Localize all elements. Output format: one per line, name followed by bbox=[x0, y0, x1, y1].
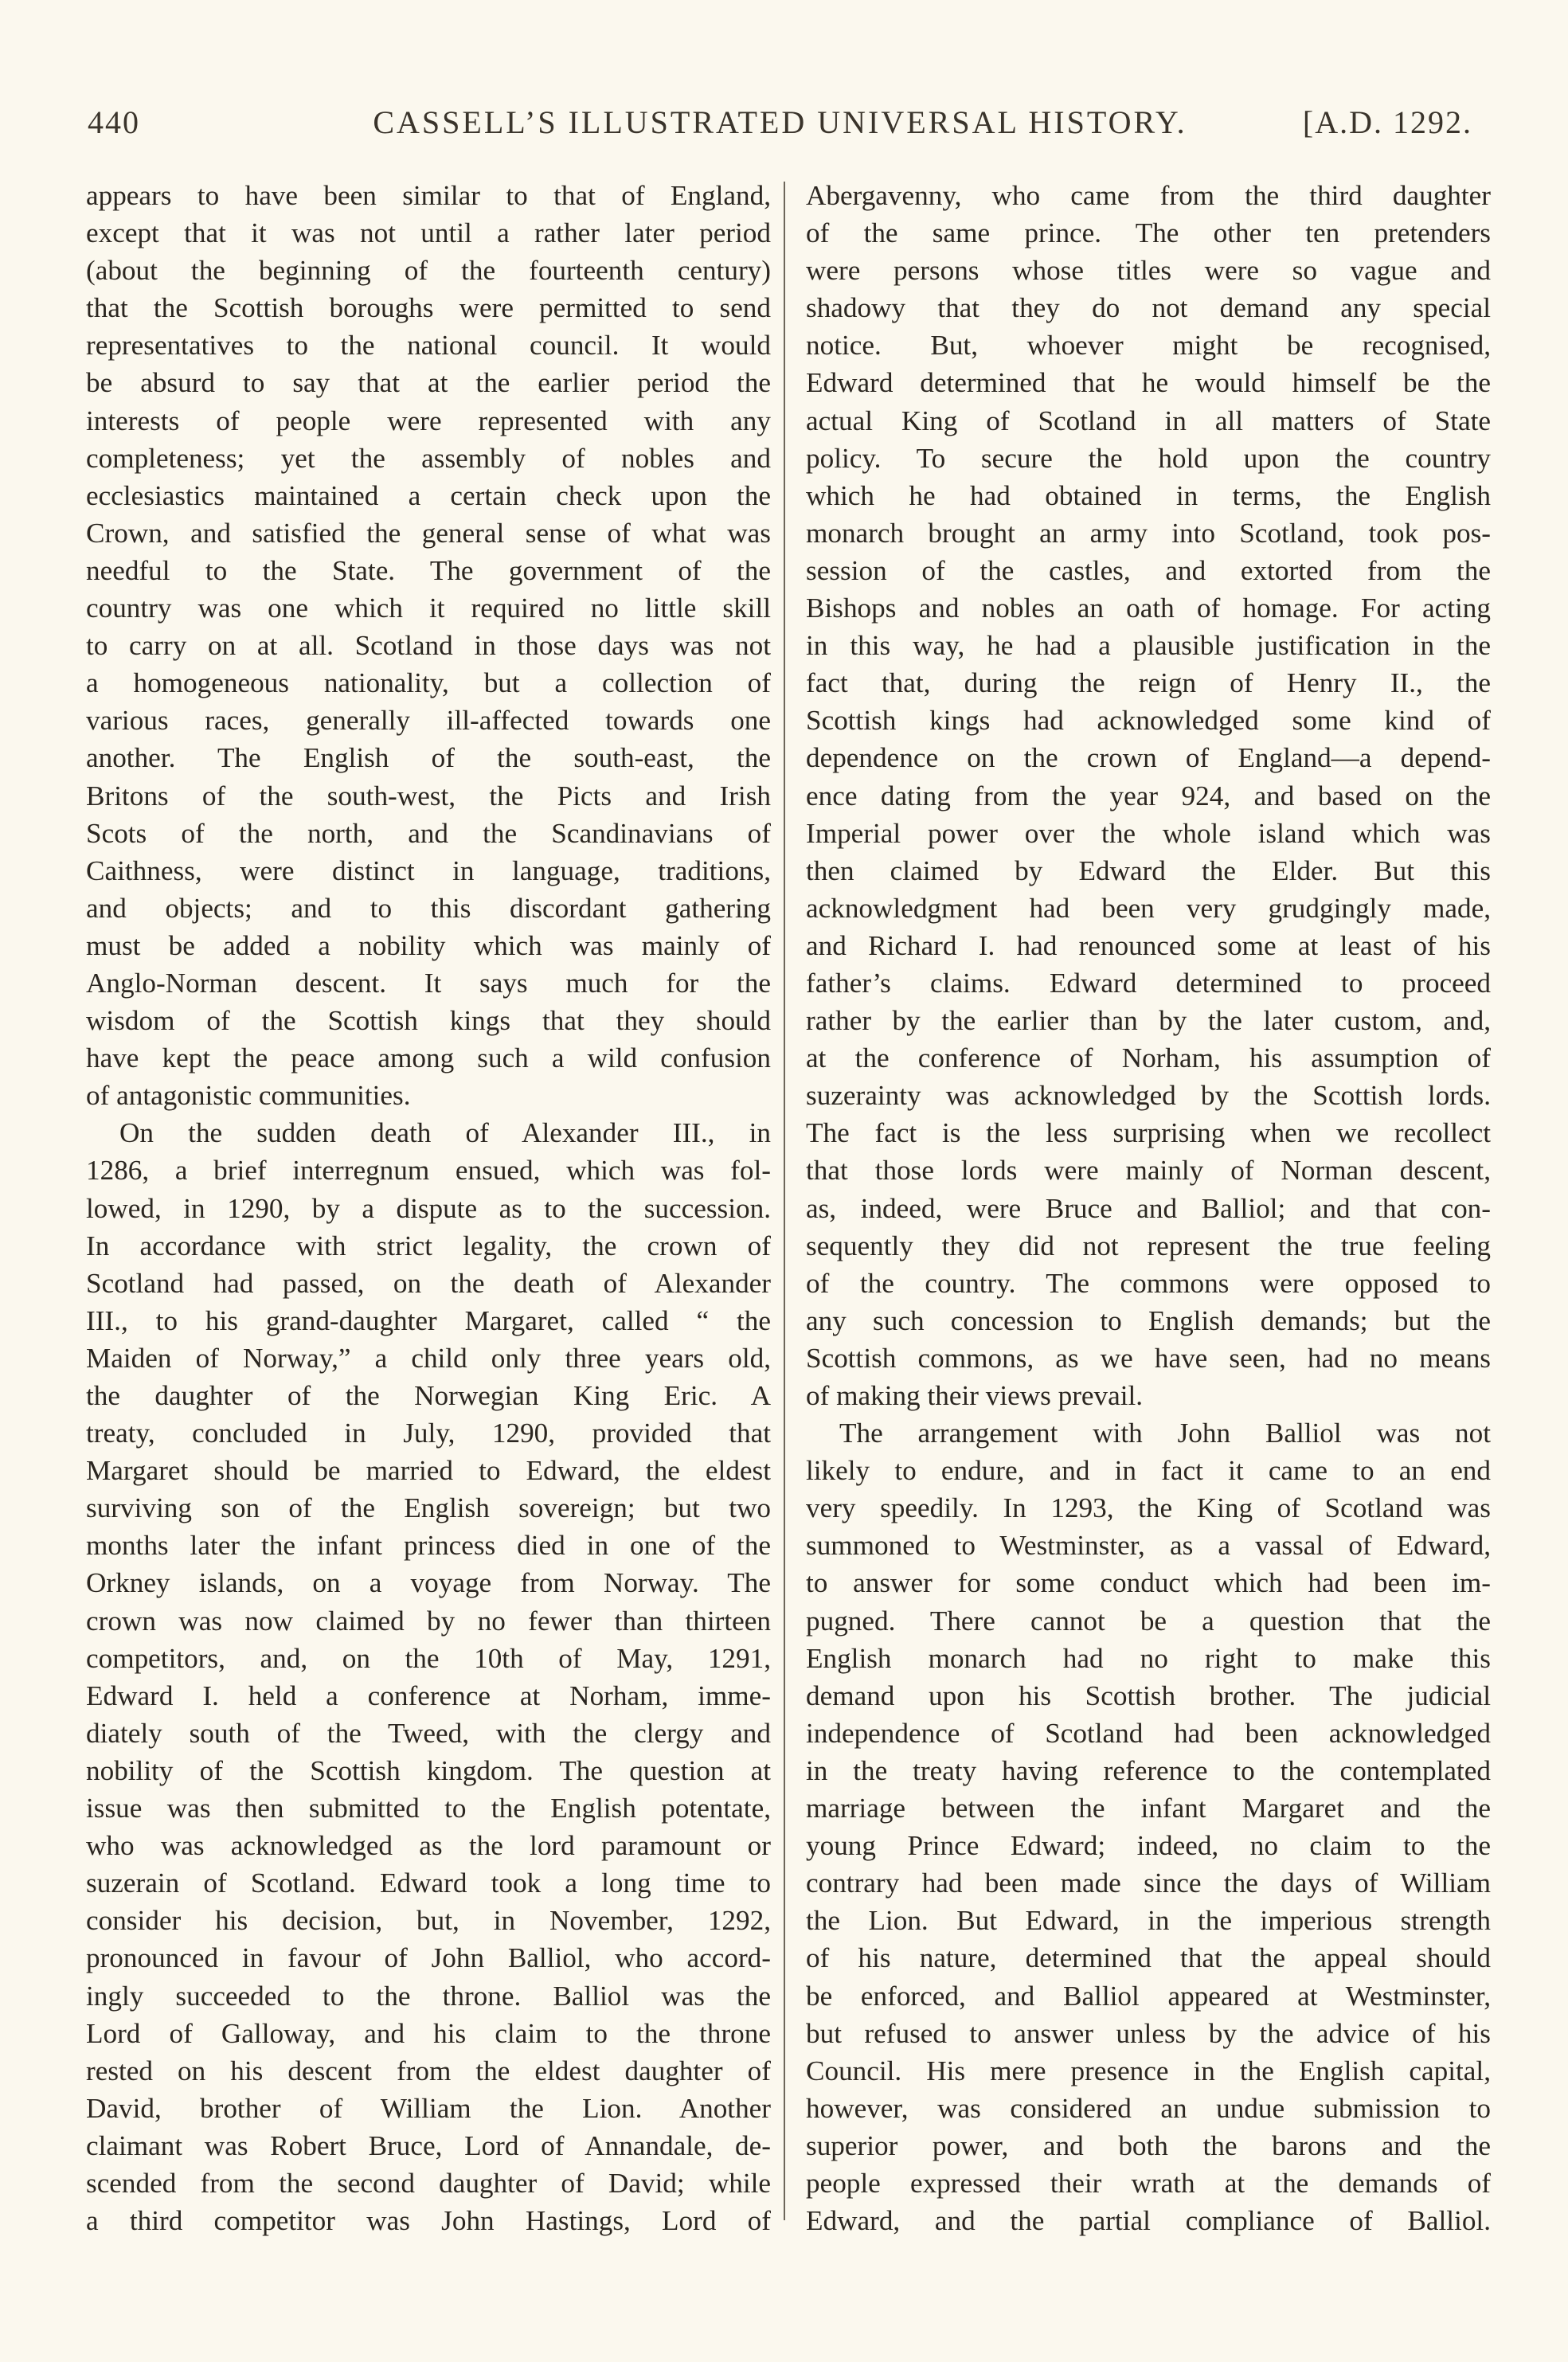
text-line: completeness; yet the assembly of nobles and bbox=[86, 442, 771, 474]
text-line: ingly succeeded to the throne. Balliol was the bbox=[86, 1980, 771, 2012]
text-line: a third competitor was John Hastings, Lord of bbox=[86, 2205, 771, 2237]
text-line: pugned. There cannot be a question that the bbox=[806, 1605, 1491, 1637]
text-line: to carry on at all. Scotland in those days was not bbox=[86, 630, 771, 662]
text-line: superior power, and both the barons and the bbox=[806, 2129, 1491, 2161]
text-line: representatives to the national council. It would bbox=[86, 330, 771, 362]
text-line: that those lords were mainly of Norman descent, bbox=[806, 1155, 1491, 1187]
text-line: that the Scottish boroughs were permitted to send bbox=[86, 292, 771, 324]
text-line: surviving son of the English sovereign; but two bbox=[86, 1492, 771, 1524]
text-line: Maiden of Norway,” a child only three years old, bbox=[86, 1342, 771, 1374]
text-line: Caithness, were distinct in language, traditions, bbox=[86, 854, 771, 886]
text-line: but refused to answer unless by the advice of his bbox=[806, 2017, 1491, 2049]
text-line: The arrangement with John Balliol was not bbox=[839, 1418, 1491, 1449]
text-line: 1286, a brief interregnum ensued, which was fol- bbox=[86, 1155, 771, 1187]
text-line: as, indeed, were Bruce and Balliol; and that con- bbox=[806, 1192, 1491, 1224]
text-line: Britons of the south-west, the Picts and Irish bbox=[86, 780, 771, 811]
text-line: (about the beginning of the fourteenth century) bbox=[86, 255, 771, 287]
text-line: months later the infant princess died in one of the bbox=[86, 1530, 771, 1562]
text-line: sequently they did not represent the true feeling bbox=[806, 1230, 1491, 1261]
text-line: actual King of Scotland in all matters of State bbox=[806, 405, 1491, 436]
text-line: policy. To secure the hold upon the country bbox=[806, 442, 1491, 474]
running-date: [A.D. 1292. bbox=[1302, 104, 1472, 140]
text-line: session of the castles, and extorted from the bbox=[806, 554, 1491, 586]
text-line: rather by the earlier than by the later custom, and, bbox=[806, 1005, 1491, 1037]
text-line: very speedily. In 1293, the King of Scotland was bbox=[806, 1492, 1491, 1524]
text-line: treaty, concluded in July, 1290, provided that bbox=[86, 1418, 771, 1449]
text-line: Scottish kings had acknowledged some kind of bbox=[806, 705, 1491, 737]
text-line: of antagonistic communities. bbox=[86, 1080, 411, 1112]
text-line: Abergavenny, who came from the third daughter bbox=[806, 180, 1491, 211]
text-line: be absurd to say that at the earlier period the bbox=[86, 367, 771, 399]
text-line: demand upon his Scottish brother. The judicial bbox=[806, 1680, 1491, 1711]
text-line: Scotland had passed, on the death of Alexander bbox=[86, 1267, 771, 1299]
text-line: then claimed by Edward the Elder. But this bbox=[806, 854, 1491, 886]
text-line: independence of Scotland had been acknowledged bbox=[806, 1717, 1491, 1749]
text-line: contrary had been made since the days of William bbox=[806, 1867, 1491, 1899]
text-line: and objects; and to this discordant gathering bbox=[86, 892, 771, 924]
text-line: rested on his descent from the eldest daughter of bbox=[86, 2055, 771, 2086]
text-line: the Lion. But Edward, in the imperious strength bbox=[806, 1905, 1491, 1937]
text-line: have kept the peace among such a wild confusion bbox=[86, 1042, 771, 1074]
text-line: be enforced, and Balliol appeared at Westminster, bbox=[806, 1980, 1491, 2012]
text-line: Imperial power over the whole island which was bbox=[806, 817, 1491, 849]
text-line: were persons whose titles were so vague and bbox=[806, 255, 1491, 287]
text-line: must be added a nobility which was mainly of bbox=[86, 929, 771, 961]
text-line: lowed, in 1290, by a dispute as to the succession. bbox=[86, 1192, 771, 1224]
text-line: issue was then submitted to the English potentate, bbox=[86, 1793, 771, 1824]
text-line: appears to have been similar to that of England, bbox=[86, 180, 771, 211]
text-line: Orkney islands, on a voyage from Norway. The bbox=[86, 1567, 771, 1599]
column-divider bbox=[784, 182, 785, 2220]
text-line: fact that, during the reign of Henry II., the bbox=[806, 667, 1491, 699]
text-line: ecclesiastics maintained a certain check upon the bbox=[86, 479, 771, 511]
text-line: Bishops and nobles an oath of homage. For acting bbox=[806, 592, 1491, 624]
text-line: wisdom of the Scottish kings that they should bbox=[86, 1005, 771, 1037]
text-line: Margaret should be married to Edward, the eldest bbox=[86, 1455, 771, 1487]
text-line: likely to endure, and in fact it came to an end bbox=[806, 1455, 1491, 1487]
text-line: On the sudden death of Alexander III., in bbox=[119, 1117, 771, 1149]
text-line: Scottish commons, as we have seen, had no means bbox=[806, 1342, 1491, 1374]
text-line: another. The English of the south-east, the bbox=[86, 742, 771, 774]
running-head bbox=[88, 104, 1472, 151]
text-line: ence dating from the year 924, and based on the bbox=[806, 780, 1491, 811]
page-number: 440 bbox=[88, 104, 140, 140]
text-line: marriage between the infant Margaret and the bbox=[806, 1793, 1491, 1824]
text-line: except that it was not until a rather later period bbox=[86, 217, 771, 249]
text-line: monarch brought an army into Scotland, took pos- bbox=[806, 517, 1491, 549]
text-line: crown was now claimed by no fewer than thirteen bbox=[86, 1605, 771, 1637]
text-line: suzerain of Scotland. Edward took a long time to bbox=[86, 1867, 771, 1899]
text-line: Anglo-Norman descent. It says much for the bbox=[86, 967, 771, 999]
text-line: in this way, he had a plausible justification in the bbox=[806, 630, 1491, 662]
left-text-column bbox=[86, 177, 771, 2239]
text-line: pronounced in favour of John Balliol, who accord- bbox=[86, 1942, 771, 1974]
text-line: nobility of the Scottish kingdom. The question at bbox=[86, 1754, 771, 1786]
text-line: In accordance with strict legality, the crown of bbox=[86, 1230, 771, 1261]
text-line: English monarch had no right to make this bbox=[806, 1642, 1491, 1674]
text-line: various races, generally ill-affected towards one bbox=[86, 705, 771, 737]
text-line: Crown, and satisfied the general sense of what was bbox=[86, 517, 771, 549]
text-line: Lord of Galloway, and his claim to the throne bbox=[86, 2017, 771, 2049]
text-line: young Prince Edward; indeed, no claim to the bbox=[806, 1830, 1491, 1862]
text-line: interests of people were represented with any bbox=[86, 405, 771, 436]
text-line: suzerainty was acknowledged by the Scottish lords. bbox=[806, 1080, 1491, 1112]
text-line: shadowy that they do not demand any special bbox=[806, 292, 1491, 324]
text-line: which he had obtained in terms, the English bbox=[806, 479, 1491, 511]
text-line: claimant was Robert Bruce, Lord of Annandale, de- bbox=[86, 2129, 771, 2161]
text-line: acknowledgment had been very grudgingly made, bbox=[806, 892, 1491, 924]
text-line: The fact is the less surprising when we recollect bbox=[806, 1117, 1491, 1149]
text-line: of the same prince. The other ten pretenders bbox=[806, 217, 1491, 249]
text-line: of his nature, determined that the appeal should bbox=[806, 1942, 1491, 1974]
text-line: Scots of the north, and the Scandinavians of bbox=[86, 817, 771, 849]
text-line: people expressed their wrath at the demands of bbox=[806, 2167, 1491, 2199]
text-line: to answer for some conduct which had been im- bbox=[806, 1567, 1491, 1599]
text-line: country was one which it required no little skill bbox=[86, 592, 771, 624]
text-line: of the country. The commons were opposed to bbox=[806, 1267, 1491, 1299]
text-line: who was acknowledged as the lord paramount or bbox=[86, 1830, 771, 1862]
text-line: diately south of the Tweed, with the clergy and bbox=[86, 1717, 771, 1749]
text-line: at the conference of Norham, his assumption of bbox=[806, 1042, 1491, 1074]
text-line: and Richard I. had renounced some at least of his bbox=[806, 929, 1491, 961]
text-line: of making their views prevail. bbox=[806, 1380, 1144, 1411]
text-line: III., to his grand-daughter Margaret, called “ the bbox=[86, 1304, 771, 1336]
text-line: the daughter of the Norwegian King Eric. A bbox=[86, 1380, 771, 1411]
right-text-column bbox=[806, 177, 1491, 2239]
text-line: notice. But, whoever might be recognised, bbox=[806, 330, 1491, 362]
text-line: however, was considered an undue submission to bbox=[806, 2092, 1491, 2124]
text-line: dependence on the crown of England—a depend- bbox=[806, 742, 1491, 774]
text-line: competitors, and, on the 10th of May, 1291, bbox=[86, 1642, 771, 1674]
text-line: any such concession to English demands; but the bbox=[806, 1304, 1491, 1336]
text-line: Edward determined that he would himself be the bbox=[806, 367, 1491, 399]
text-line: David, brother of William the Lion. Another bbox=[86, 2092, 771, 2124]
text-line: Council. His mere presence in the English capital, bbox=[806, 2055, 1491, 2086]
text-line: consider his decision, but, in November, 1292, bbox=[86, 1905, 771, 1937]
text-line: needful to the State. The government of the bbox=[86, 554, 771, 586]
running-title: CASSELL’S ILLUSTRATED UNIVERSAL HISTORY. bbox=[373, 104, 1187, 140]
text-line: scended from the second daughter of David; while bbox=[86, 2167, 771, 2199]
text-line: a homogeneous nationality, but a collection of bbox=[86, 667, 771, 699]
text-line: summoned to Westminster, as a vassal of Edward, bbox=[806, 1530, 1491, 1562]
text-line: father’s claims. Edward determined to proceed bbox=[806, 967, 1491, 999]
text-line: Edward I. held a conference at Norham, imme- bbox=[86, 1680, 771, 1711]
text-line: in the treaty having reference to the contemplated bbox=[806, 1754, 1491, 1786]
text-line: Edward, and the partial compliance of Balliol. bbox=[806, 2205, 1491, 2237]
